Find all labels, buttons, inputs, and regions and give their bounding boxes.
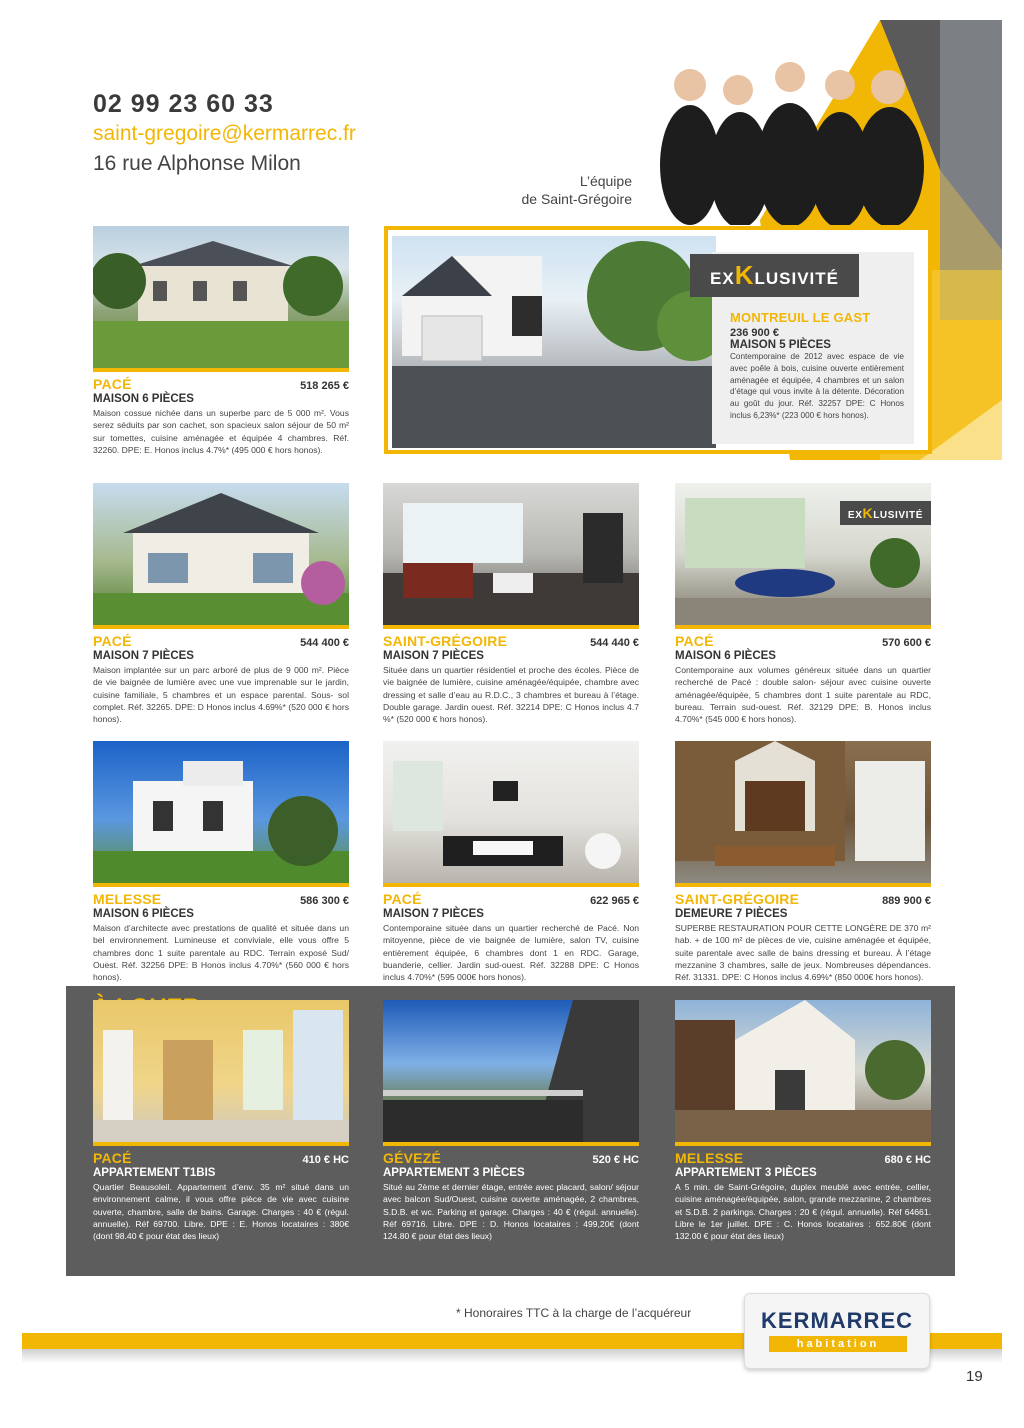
- listing-city: PACÉ: [93, 633, 132, 649]
- listing-price: 544 400 €: [300, 637, 349, 649]
- property-photo: [93, 483, 349, 629]
- rental-section: [66, 986, 955, 1276]
- agency-address: 16 rue Alphonse Milon: [93, 152, 301, 175]
- agency-phone: 02 99 23 60 33: [93, 90, 274, 118]
- listing-description: Maison implantée sur un parc arboré de plus de 9 000 m². Pièce de vie baignée de lumière avec une vue imprenable sur le jardin, cuisine familiale, 5 chambres et un espace parental. Sous- sol complet. Réf. 32265. DPE: D Honos inclus 4.69%* (520 000 € hors honos).: [93, 665, 349, 725]
- team-photo: [650, 55, 940, 225]
- listing-description: Contemporaine située dans un quartier recherché de Pacé. Non mitoyenne, pièce de vie baignée de lumière, salon TV, cuisine entièrement équipée, 6 chambres dont 1 en RDC. Garage, buanderie, cellier. Jardin sud-ouest. Réf. 32288 DPE: C Honos inclus 4.70%* (595 000€ hors honos).: [383, 923, 639, 983]
- listing-card[interactable]: [383, 483, 639, 725]
- rental-type: APPARTEMENT T1BIS: [93, 1167, 216, 1179]
- listing-card[interactable]: [675, 483, 931, 725]
- featured-price: 236 900 €: [730, 327, 779, 339]
- rental-city: MELESSE: [675, 1150, 744, 1166]
- featured-description: Contemporaine de 2012 avec espace de vie avec poêle à bois, cuisine ouverte entièrement aménagée et équipée, 4 chambres et un salon d’étage qui vous invite à la détente. Décoration au goût du jour. Réf. 32257 DPE: C Honos inclus 6,23%* (223 000 € hors honos).: [730, 352, 904, 420]
- listing-type: MAISON 6 PIÈCES: [675, 650, 776, 662]
- agency-email[interactable]: saint-gregoire@kermarrec.fr: [93, 122, 356, 145]
- rental-description: A 5 min. de Saint-Grégoire, duplex meublé avec entrée, cellier, cuisine aménagée/équipée, salon, grande mezzanine, 2 chambres et S.D.B. 2 parkings. Charges : 20 € (régul. annuelle). Réf 64661. Libre le 1er juillet. DPE : C. Honos locataires : 652.80€ (dont 132.00 € pour état des lieux): [675, 1182, 931, 1242]
- rental-type: APPARTEMENT 3 PIÈCES: [383, 1167, 525, 1179]
- listing-card[interactable]: [93, 741, 349, 983]
- rental-description: Quartier Beausoleil. Appartement d’env. 35 m² situé dans un environnement calme, il vous offre pièce de vie avec cuisine ouverte, chambre, salle de bains. Garage. Charges : 40 € (régul. annuelle). Réf 69700. Libre. DPE : E. Honos locataires : 380€ (dont 98.40 € pour état des lieux): [93, 1182, 349, 1242]
- listing-description: SUPERBE RESTAURATION POUR CETTE LONGÈRE DE 370 m² hab. + de 100 m² de pièces de vie, cuisine aménagée et équipée, suite parentale avec salle de bains dressing et bureau. À l’étage mezzanine 3 chambres, salle de jeux. Nombreuses dépendances. Réf. 31331. DPE: C Honos inclus 4.69%* (850 000€ hors honos).: [675, 923, 931, 983]
- property-photo: [383, 483, 639, 629]
- property-photo: [93, 1000, 349, 1146]
- rental-city: GÉVEZÉ: [383, 1150, 441, 1166]
- listing-description: Située dans un quartier résidentiel et proche des écoles. Pièce de vie baignée de lumière, cuisine aménagée/équipée, chambre avec dressing et salle d’eau au R.D.C., 3 chambres et bureau à l’étage. Double garage. Jardin ouest. Réf. 32214 DPE: C Honos inclus 4.7 %* (520 000 € hors honos).: [383, 665, 639, 725]
- rental-card[interactable]: [675, 1000, 931, 1242]
- listing-type: MAISON 6 PIÈCES: [93, 393, 194, 405]
- rental-price: 520 € HC: [592, 1154, 639, 1166]
- rental-type: APPARTEMENT 3 PIÈCES: [675, 1167, 817, 1179]
- property-photo: [93, 741, 349, 887]
- rental-price: 680 € HC: [884, 1154, 931, 1166]
- listing-description: Contemporaine aux volumes généreux située dans un quartier recherché de Pacé : double salon- séjour avec cuisine ouverte aménagée/équipée, 5 chambres dont 1 suite parentale au RDC, bureau. Terrain sud-ouest. Réf. 32129 DPE: B. Honos inclus 4.70%* (545 000 € hors honos).: [675, 665, 931, 725]
- listing-price: 570 600 €: [882, 637, 931, 649]
- listing-city: PACÉ: [675, 633, 714, 649]
- listing-card[interactable]: [675, 741, 931, 983]
- listing-price: 889 900 €: [882, 895, 931, 907]
- listing-city: PACÉ: [93, 376, 132, 392]
- property-photo: [93, 226, 349, 372]
- listing-type: MAISON 6 PIÈCES: [93, 908, 194, 920]
- featured-type: MAISON 5 PIÈCES: [730, 339, 831, 351]
- listing-price: 586 300 €: [300, 895, 349, 907]
- team-caption: L’équipe de Saint-Grégoire: [521, 173, 632, 207]
- property-photo: [675, 1000, 931, 1146]
- featured-city: MONTREUIL LE GAST: [730, 310, 871, 325]
- rental-card[interactable]: [383, 1000, 639, 1242]
- listing-card[interactable]: [93, 226, 349, 456]
- property-photo: [383, 741, 639, 887]
- property-photo: [675, 741, 931, 887]
- rental-price: 410 € HC: [302, 1154, 349, 1166]
- listing-type: MAISON 7 PIÈCES: [383, 650, 484, 662]
- rental-description: Situé au 2ème et dernier étage, entrée avec placard, salon/ séjour avec balcon Sud/Ouest, cuisine ouverte aménagée, 2 chambres, S.D.B. et wc. Parking et garage. Charges : 40 € (régul. annuelle). Réf 69716. Libre. DPE : D. Honos locataires : 499,20€ (dont 124.80 € pour état des lieux): [383, 1182, 639, 1242]
- page-number: 19: [966, 1368, 983, 1385]
- rental-city: PACÉ: [93, 1150, 132, 1166]
- listing-card[interactable]: [93, 483, 349, 725]
- rental-card[interactable]: [93, 1000, 349, 1242]
- listing-price: 518 265 €: [300, 380, 349, 392]
- featured-listing[interactable]: [384, 226, 932, 454]
- listing-city: SAINT-GRÉGOIRE: [383, 633, 508, 649]
- exclusivite-badge: EXKLUSIVITÉ: [690, 254, 859, 297]
- listing-description: Maison d’architecte avec prestations de qualité et située dans un bel environnement. Lumineuse et conviviale, elle vous offre 5 chambres donc 1 suite parentale au RDC. Terrain exposé Sud/ Ouest. Réf. 32256 DPE: B Honos inclus 4.70%* (560 000 € hors honos).: [93, 923, 349, 983]
- kermarrec-logo[interactable]: KERMARREC habitation: [744, 1293, 930, 1369]
- fees-footnote: * Honoraires TTC à la charge de l’acquéreur: [456, 1306, 692, 1320]
- listing-type: DEMEURE 7 PIÈCES: [675, 908, 788, 920]
- property-photo: [383, 1000, 639, 1146]
- listing-card[interactable]: [383, 741, 639, 983]
- listing-price: 622 965 €: [590, 895, 639, 907]
- listing-type: MAISON 7 PIÈCES: [383, 908, 484, 920]
- listing-description: Maison cossue nichée dans un superbe parc de 5 000 m². Vous serez séduits par son cachet, son spacieux salon séjour de 50 m² sur tomettes, cuisine aménagée et équipée 4 chambres. Réf. 32260. DPE: E. Honos inclus 4.7%* (495 000 € hors honos).: [93, 408, 349, 455]
- listing-type: MAISON 7 PIÈCES: [93, 650, 194, 662]
- listing-price: 544 440 €: [590, 637, 639, 649]
- featured-photo: [392, 236, 716, 448]
- exclusivite-badge: EXKLUSIVITÉ: [840, 501, 931, 525]
- listing-city: SAINT-GRÉGOIRE: [675, 891, 800, 907]
- listing-city: MELESSE: [93, 891, 162, 907]
- property-photo: [675, 483, 931, 629]
- listing-city: PACÉ: [383, 891, 422, 907]
